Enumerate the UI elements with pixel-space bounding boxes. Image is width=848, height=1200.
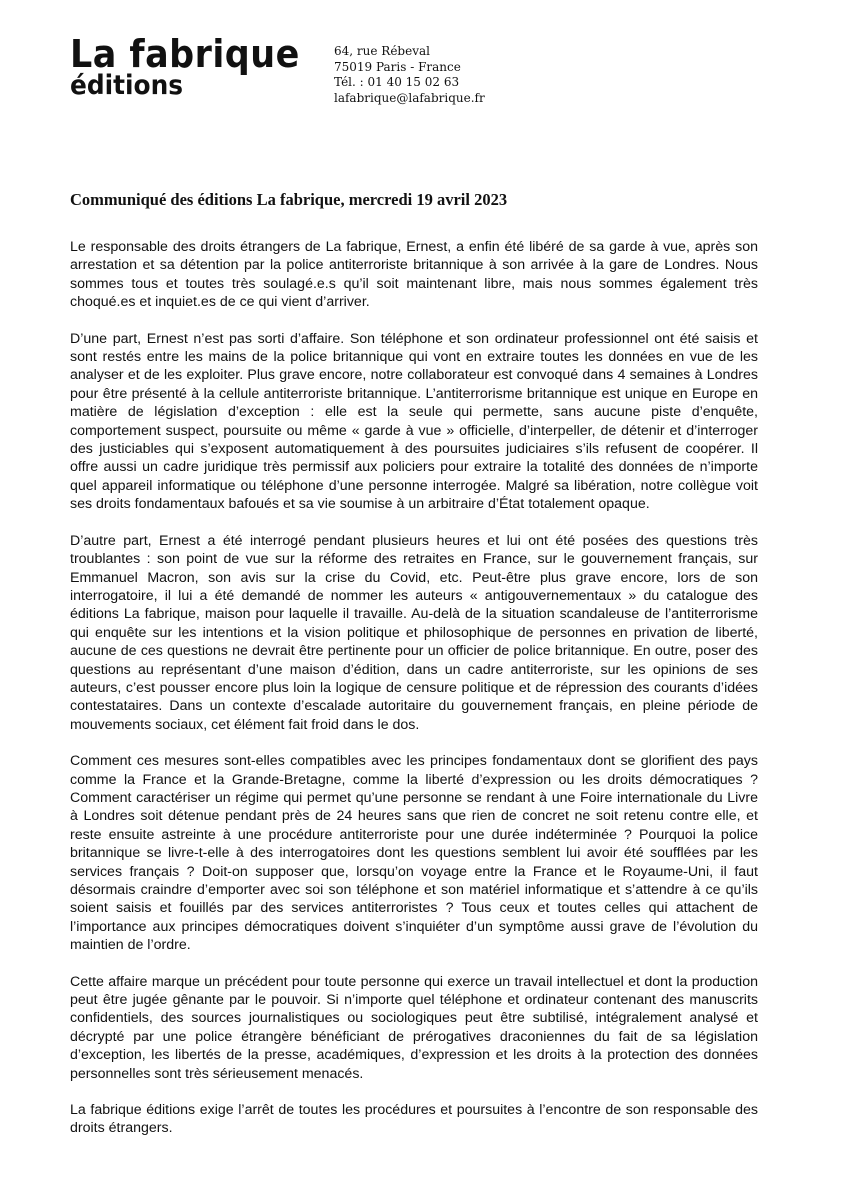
- logo-title: La fabrique: [70, 32, 300, 76]
- paragraph-4: Comment ces mesures sont-elles compatibles avec les principes fondamentaux dont se glorifient des pays comme la France et la Grande-Bretagne, comme la liberté d’expression ou les droits démocratiques ? Comment caractériser un régime qui permet qu’une personne se rendant à une Foire internationale du Livre à Londres soit détenue pendant près de 24 heures sans que rien de concret ne soit retenu contre elle, et reste ensuite astreinte à une procédure antiterroriste pour une durée indéterminée ? Pourquoi la police britannique se livre-t-elle à des interrogatoires dont les questions semblent lui avoir été soufflées par les services français ? Doit-on supposer que, lorsqu’on voyage entre la France et le Royaume-Uni, il faut désormais craindre d’emporter avec soi son téléphone et son matériel informatique et s’attendre à ce qu’ils soient saisis et fouillés par des services antiterroristes ? Tous ceux et toutes celles qui attachent de l’importance aux principes démocratiques doivent s’inquiéter d’un symptôme aussi grave de l’évolution du maintien de l’ordre.: [70, 753, 758, 954]
- paragraph-3: D’autre part, Ernest a été interrogé pendant plusieurs heures et lui ont été posées des questions très troublantes : son point de vue sur la réforme des retraites en France, sur le gouvernement français, sur Emmanuel Macron, son avis sur la crise du Covid, etc. Peut-être plus grave encore, lors de son interrogatoire, il lui a été demandé de nommer les auteurs « antigouvernementaux » du catalogue des éditions La fabrique, maison pour laquelle il travaille. Au-delà de la situation scandaleuse de l’antiterrorisme qui enquête sur les intentions et la vision politique et philosophique de personnes en privation de liberté, aucune de ces questions ne devrait être pertinente pour un officier de police britannique. En outre, poser des questions au représentant d’une maison d’édition, dans un cadre antiterroriste, sur les opinions de ses auteurs, c’est pousser encore plus loin la logique de censure politique et de répression des courants d’idées contestataires. Dans un contexte d’escalade autoritaire du gouvernement français, en pleine période de mouvements sociaux, cet élément fait froid dans le dos.: [70, 532, 758, 733]
- logo-subtitle: éditions: [70, 70, 184, 101]
- paragraph-5: Cette affaire marque un précédent pour toute personne qui exerce un travail intellectuel et dont la production peut être jugée gênante par le pouvoir. Si n’importe quel téléphone et ordinateur contenant des manuscrits confidentiels, des sources journalistiques ou sociologiques peut être subtilisé, intégralement analysé et décrypté par une police étrangère bénéficiant de prérogatives draconiennes du fait de sa législation d’exception, les libertés de la presse, académiques, d’expression et les droits à la protection des données personnelles sont très sérieusement menacés.: [70, 973, 758, 1082]
- document-body: [70, 238, 758, 1156]
- document-title: Communiqué des éditions La fabrique, mercredi 19 avril 2023: [70, 190, 508, 209]
- address-street: 64, rue Rébeval: [334, 44, 430, 58]
- paragraph-2: D’une part, Ernest n’est pas sorti d’affaire. Son téléphone et son ordinateur professionnel ont été saisis et sont restés entre les mains de la police britannique qui vont en extraire toutes les données en vue de les analyser et de les exploiter. Plus grave encore, notre collaborateur est convoqué dans 4 semaines à Londres pour être présenté à la cellule antiterroriste britannique. L’antiterrorisme britannique est unique en Europe en matière de législation d’exception : elle est la seule qui permette, sans aucune piste d’enquête, comportement suspect, poursuite ou même « garde à vue » officielle, d’interpeller, de détenir et d’interroger des justiciables qui s’exposent automatiquement à des poursuites judiciaires s’ils refusent de coopérer. Il offre aussi un cadre juridique très permissif aux policiers pour extraire la totalité des données de n’importe quel appareil informatique ou téléphone d’une personne interrogée. Malgré sa libération, notre collègue voit ses droits fondamentaux bafoués et sa vie soumise à un arbitraire d’État totalement opaque.: [70, 330, 758, 513]
- phone-number: Tél. : 01 40 15 02 63: [334, 75, 460, 89]
- publisher-logo: [70, 34, 320, 100]
- paragraph-1: Le responsable des droits étrangers de La fabrique, Ernest, a enfin été libéré de sa garde à vue, après son arrestation et sa détention par la police antiterroriste britannique à son arrivée à la gare de Londres. Nous sommes tous et toutes très soulagé.e.s qu’il soit maintenant libre, mais nous sommes également très choqué.es et inquiet.es de ce qui vient d’arriver.: [70, 239, 758, 311]
- address-city: 75019 Paris - France: [334, 59, 461, 74]
- contact-block: [334, 44, 485, 106]
- paragraph-6: La fabrique éditions exige l’arrêt de toutes les procédures et poursuites à l’encontre de son responsable des droits étrangers.: [70, 1102, 758, 1137]
- email-address: lafabrique@lafabrique.fr: [334, 90, 485, 105]
